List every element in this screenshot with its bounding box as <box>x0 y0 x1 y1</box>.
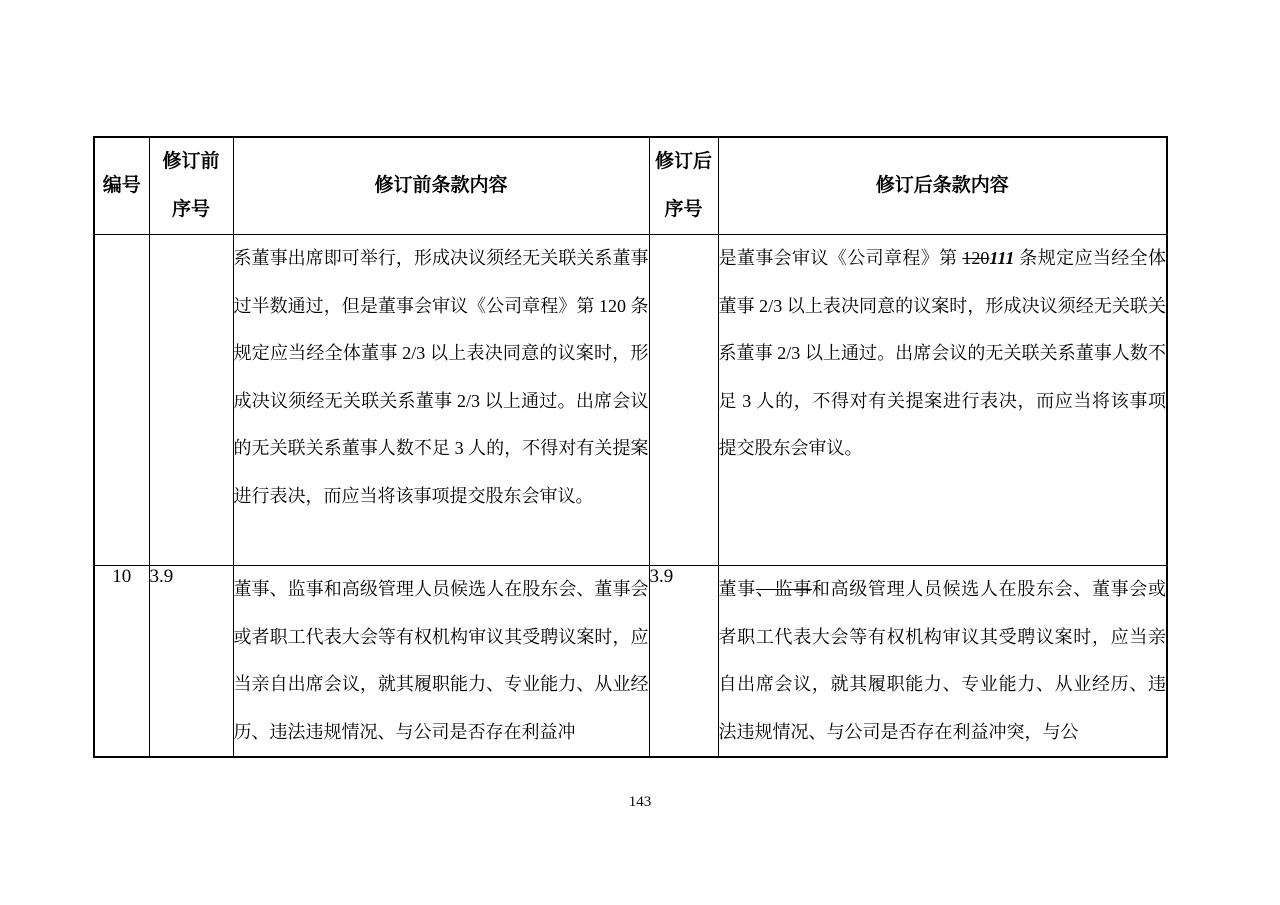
cell-row1-pre-no <box>149 235 233 566</box>
text-segment: 董事、监事和高级管理人员候选人在股东会、董事会或者职工代表大会等有权机构审议其受聘议案时，应当亲自出席会议，就其履职能力、专业能力、从业经历、违法违规情况、与公司是否存在利益冲 <box>233 579 649 742</box>
header-post-no-line2: 序号 <box>664 199 703 220</box>
table-row <box>94 566 1167 758</box>
header-id: 编号 <box>94 137 149 235</box>
header-pre-no-line2: 序号 <box>171 199 210 220</box>
table-header-row <box>94 137 1167 235</box>
header-post-no <box>649 137 718 235</box>
cell-row1-post-content <box>718 235 1167 566</box>
cell-row1-id <box>94 235 149 566</box>
cell-row2-pre-content <box>233 566 649 758</box>
revision-comparison-table <box>93 136 1168 758</box>
table-row <box>94 235 1167 566</box>
text-segment-strike: 、监事 <box>755 579 812 599</box>
text-segment-strike: 120 <box>962 248 990 268</box>
text-segment: 是董事会审议《公司章程》第 <box>718 248 963 268</box>
cell-row2-pre-no: 3.9 <box>149 566 233 758</box>
header-pre-content: 修订前条款内容 <box>233 137 649 235</box>
text-segment: 条规定应当经全体董事 2/3 以上表决同意的议案时，形成决议须经无关联关系董事 2/3 以上通过。出席会议的无关联关系董事人数不足 3 人的，不得对有关提案进行表决，而应当将该事项提交股东会审议。 <box>718 248 1167 458</box>
header-post-no-line1: 修订后 <box>654 151 712 172</box>
cell-row1-post-no <box>649 235 718 566</box>
cell-row1-pre-content <box>233 235 649 566</box>
header-post-content: 修订后条款内容 <box>718 137 1167 235</box>
header-pre-no-line1: 修订前 <box>162 151 220 172</box>
text-segment: 系董事出席即可举行，形成决议须经无关联关系董事过半数通过，但是董事会审议《公司章程》第 120 条规定应当经全体董事 2/3 以上表决同意的议案时，形成决议须经无关联关系董事 2/3 以上通过。出席会议的无关联关系董事人数不足 3 人的，不得对有关提案进行表决，而应当将该事项提交股东会审议。 <box>233 248 649 506</box>
cell-row2-post-content <box>718 566 1167 758</box>
cell-row2-post-no: 3.9 <box>649 566 718 758</box>
text-segment: 董事 <box>718 579 756 599</box>
text-segment-revised: 111 <box>989 248 1015 268</box>
text-segment: 和高级管理人员候选人在股东会、董事会或者职工代表大会等有权机构审议其受聘议案时，应当亲自出席会议，就其履职能力、专业能力、从业经历、违法违规情况、与公司是否存在利益冲突，与公 <box>718 579 1167 742</box>
cell-row2-id: 10 <box>94 566 149 758</box>
page-number: 143 <box>628 794 652 810</box>
header-pre-no <box>149 137 233 235</box>
